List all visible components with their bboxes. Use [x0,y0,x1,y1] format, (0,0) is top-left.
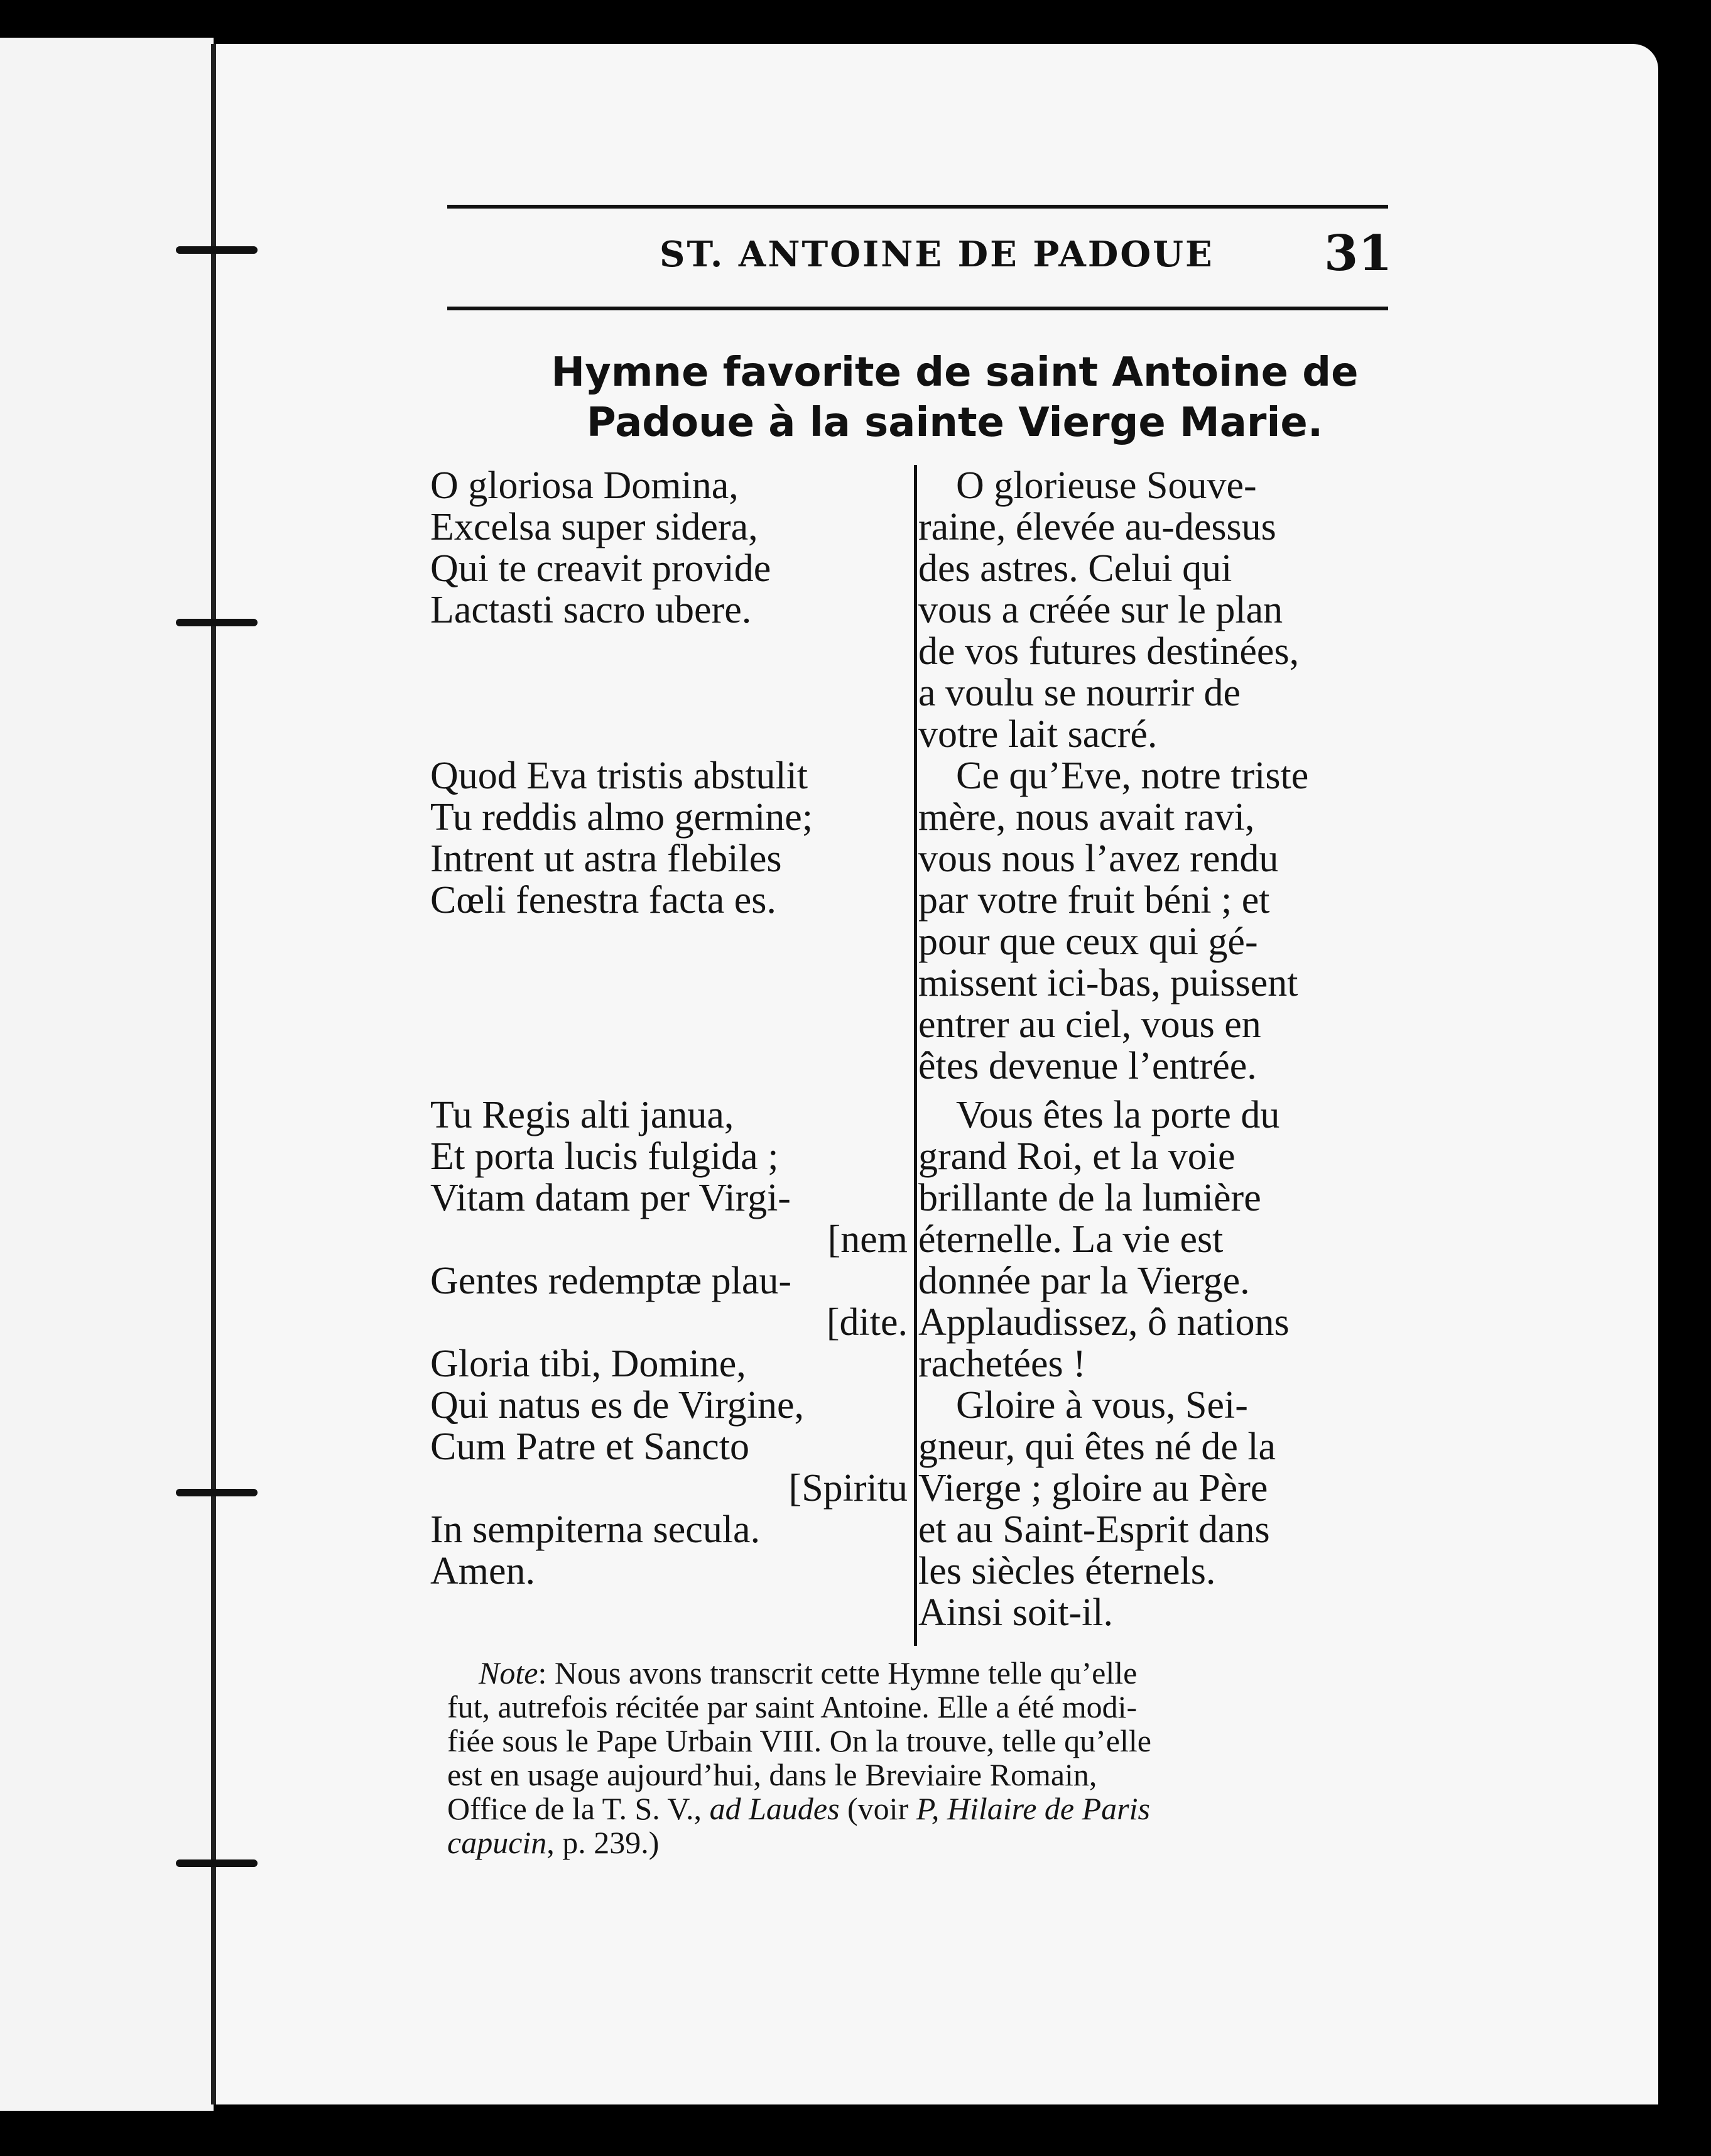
french-line: entrer au ciel, vous en [918,1003,1261,1046]
french-line: donnée par la Vierge. [918,1260,1250,1302]
binding-staple [176,1489,258,1496]
latin-line: Lactasti sacro ubere. [430,589,752,631]
french-line: brillante de la lumière [918,1177,1261,1219]
latin-line-continuation: [dite. [826,1301,908,1344]
header-rule-top [447,205,1388,209]
footnote-line: fut, autrefois récitée par saint Antoine. Elle a été modi- [447,1689,1138,1724]
footnote-label: Note [479,1655,538,1690]
french-line: les siècles éternels. [918,1550,1216,1592]
french-line: grand Roi, et la voie [918,1135,1236,1178]
latin-line: Cum Patre et Sancto [430,1425,749,1468]
latin-line: Tu reddis almo germine; [430,796,813,839]
latin-line: Amen. [430,1550,536,1592]
latin-line: Et porta lucis fulgida ; [430,1135,779,1178]
french-line: O glorieuse Souve- [956,464,1257,507]
column-divider [914,465,917,1646]
french-line: a voulu se nourrir de [918,672,1241,714]
hymn-title-line-1: Hymne favorite de saint Antoine de [551,349,1359,396]
footnote-line: capucin, p. 239.) [447,1825,660,1860]
french-line: votre lait sacré. [918,713,1158,756]
footnote-line: Office de la T. S. V., ad Laudes (voir P, Hilaire de Paris [447,1791,1150,1826]
french-line: pour que ceux qui gé- [918,920,1258,963]
running-title: ST. ANTOINE DE PADOUE [660,234,1214,275]
french-line: missent ici-bas, puissent [918,962,1298,1004]
french-line: gneur, qui êtes né de la [918,1425,1276,1468]
facing-page-edge [0,38,214,2111]
french-line: éternelle. La vie est [918,1218,1224,1261]
latin-line: Cœli fenestra facta es. [430,879,776,922]
binding-staple [176,246,258,254]
latin-line-continuation: [nem [827,1218,908,1261]
latin-line: O gloriosa Domina, [430,464,739,507]
latin-line: Gloria tibi, Domine, [430,1342,746,1385]
latin-line: Quod Eva tristis abstulit [430,754,808,797]
french-line: Applaudissez, ô nations [918,1301,1290,1344]
latin-line: Qui te creavit provide [430,547,771,590]
latin-line: Gentes redemptæ plau- [430,1260,792,1302]
french-line: Ce qu’Eve, notre triste [956,754,1309,797]
french-line: Vous êtes la porte du [956,1094,1280,1136]
footnote-line: Note: Nous avons transcrit cette Hymne telle qu’elle [479,1655,1138,1690]
french-line: Vierge ; gloire au Père [918,1467,1268,1510]
hymn-title-line-2: Padoue à la sainte Vierge Marie. [586,400,1323,446]
latin-line-continuation: [Spiritu [788,1467,908,1510]
latin-line: Vitam datam per Virgi- [430,1177,791,1219]
footnote-line: est en usage aujourd’hui, dans le Breviaire Romain, [447,1757,1097,1792]
french-line: des astres. Celui qui [918,547,1232,590]
binding-staple [176,1859,258,1867]
footnote-line: fiée sous le Pape Urbain VIII. On la trouve, telle qu’elle [447,1723,1151,1758]
french-line: raine, élevée au-dessus [918,506,1276,548]
latin-line: Excelsa super sidera, [430,506,758,548]
french-line: de vos futures destinées, [918,630,1300,673]
latin-line: Qui natus es de Virgine, [430,1384,804,1427]
page-gutter [211,44,216,2104]
binding-staple [176,619,258,626]
latin-line: Intrent ut astra flebiles [430,837,782,880]
latin-line: In sempiterna secula. [430,1508,761,1551]
french-line: vous a créée sur le plan [918,589,1283,631]
page-number: 31 [1324,225,1393,282]
french-line: et au Saint-Esprit dans [918,1508,1270,1551]
french-line: êtes devenue l’entrée. [918,1045,1257,1087]
french-line: Gloire à vous, Sei- [956,1384,1248,1427]
french-line: rachetées ! [918,1342,1086,1385]
french-line: par votre fruit béni ; et [918,879,1270,922]
french-line: Ainsi soit-il. [918,1591,1114,1634]
header-rule-bottom [447,307,1388,310]
footnote [447,1656,1402,1859]
french-line: mère, nous avait ravi, [918,796,1255,839]
french-line: vous nous l’avez rendu [918,837,1279,880]
latin-line: Tu Regis alti janua, [430,1094,734,1136]
